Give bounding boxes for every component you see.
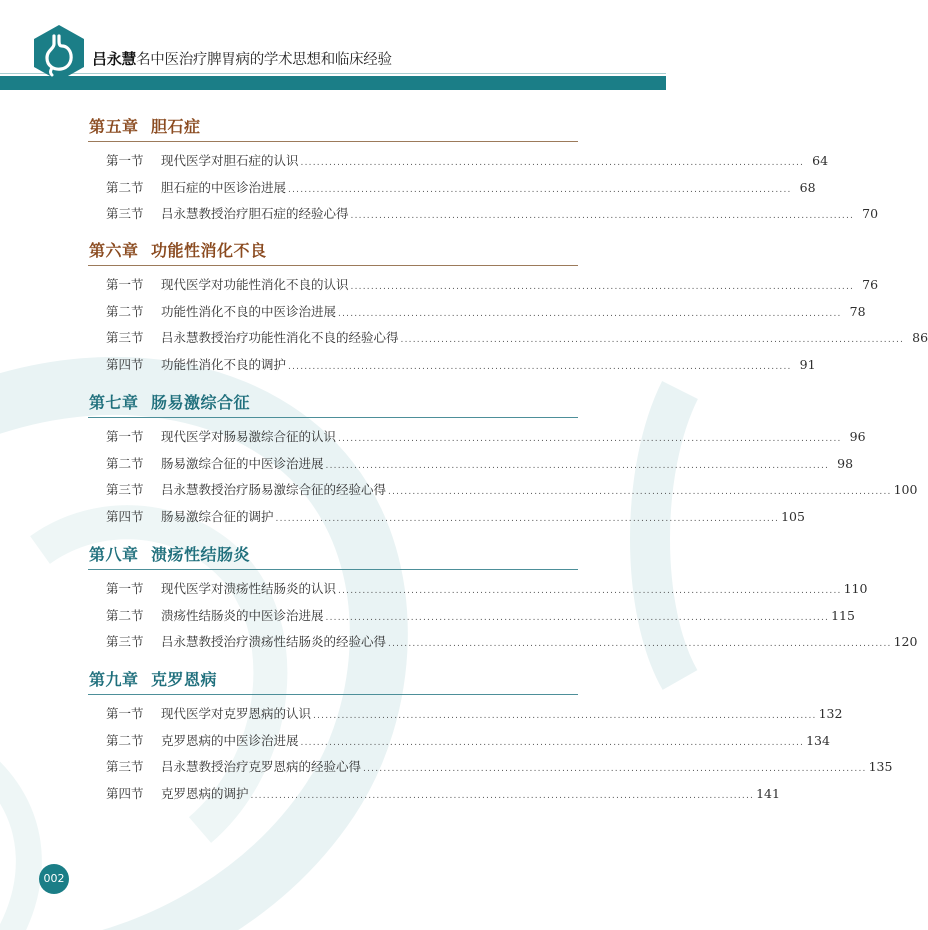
book-title: [92, 48, 392, 69]
page-number: 132: [818, 706, 843, 721]
chapter-heading: [88, 238, 578, 264]
dot-leader: ............................................................................................................................: [313, 711, 817, 721]
chapter-divider: [88, 265, 578, 266]
chapter-block: [88, 667, 893, 807]
section-title: 吕永慧教授治疗功能性消化不良的经验心得: [161, 330, 399, 345]
chapter-block: [88, 114, 879, 228]
dot-leader: ............................................................................................................................: [300, 737, 805, 748]
section-number: 第一节: [106, 581, 144, 596]
section-title: 胆石症的中医诊治进展: [161, 179, 287, 195]
dot-leader: ............................................................................................................................: [250, 790, 755, 801]
toc-entry[interactable]: [88, 728, 830, 755]
section-title: 吕永慧教授治疗克罗恩病的经验心得: [161, 759, 362, 774]
section-title: 现代医学对克罗恩病的认识: [161, 706, 312, 721]
toc-entry[interactable]: [88, 477, 918, 504]
page-number: 134: [806, 732, 830, 748]
toc-entry[interactable]: [88, 424, 866, 451]
dot-leader: ............................................................................................................................: [338, 586, 842, 596]
dot-leader: ............................................................................................................................: [338, 434, 842, 444]
dot-leader: ............................................................................................................................: [325, 460, 830, 471]
section-number: 第三节: [106, 482, 144, 497]
toc-entry[interactable]: [88, 299, 866, 326]
section-number: 第一节: [106, 153, 144, 168]
section-title: 吕永慧教授治疗溃疡性结肠炎的经验心得: [161, 634, 387, 649]
chapter-name: 克罗恩病: [151, 670, 218, 689]
page-number: 98: [837, 455, 854, 471]
toc-entry[interactable]: [88, 451, 854, 478]
dot-leader: ............................................................................................................................: [325, 612, 830, 623]
section-number: 第二节: [106, 732, 144, 748]
dot-leader: ............................................................................................................................: [350, 282, 855, 292]
chapter-divider: [88, 141, 578, 142]
chapter-number: 第六章: [89, 241, 139, 260]
toc-entry[interactable]: [88, 781, 780, 808]
dot-leader: ............................................................................................................................: [388, 487, 892, 497]
page-number: 96: [849, 429, 866, 444]
page-number: 110: [843, 581, 868, 596]
dot-leader: ............................................................................................................................: [275, 513, 780, 524]
dot-leader: ............................................................................................................................: [288, 184, 792, 195]
chapter-number: 第七章: [89, 393, 139, 412]
chapter-number: 第五章: [89, 117, 139, 136]
header-band: [0, 76, 666, 90]
page-number: 105: [781, 508, 805, 524]
toc-entry[interactable]: [88, 148, 829, 175]
chapter-number: 第九章: [89, 670, 139, 689]
page-number-badge: 002: [39, 864, 69, 894]
page-number: 64: [812, 153, 829, 168]
section-number: 第二节: [106, 179, 144, 195]
chapter-name: 溃疡性结肠炎: [151, 545, 251, 564]
section-title: 克罗恩病的调护: [161, 785, 249, 801]
chapter-name: 肠易激综合征: [151, 393, 251, 412]
section-number: 第四节: [106, 356, 144, 372]
page-number: 68: [799, 179, 816, 195]
chapter-block: [88, 542, 918, 656]
dot-leader: ............................................................................................................................: [363, 764, 867, 774]
section-title: 克罗恩病的中医诊治进展: [161, 732, 299, 748]
toc-entry[interactable]: [88, 576, 868, 603]
chapter-heading: [88, 542, 578, 568]
toc-entry[interactable]: [88, 325, 928, 352]
section-number: 第一节: [106, 429, 144, 444]
toc-entry[interactable]: [88, 504, 805, 531]
section-number: 第三节: [106, 330, 144, 345]
chapter-number: 第八章: [89, 545, 139, 564]
page-number: 78: [849, 303, 866, 319]
section-title: 肠易激综合征的中医诊治进展: [161, 455, 324, 471]
section-number: 第三节: [106, 206, 144, 221]
section-number: 第一节: [106, 706, 144, 721]
section-title: 肠易激综合征的调护: [161, 508, 274, 524]
page-number: 135: [868, 759, 893, 774]
page-number: 76: [862, 277, 879, 292]
section-title: 功能性消化不良的调护: [161, 356, 287, 372]
chapter-divider: [88, 569, 578, 570]
section-title: 现代医学对溃疡性结肠炎的认识: [161, 581, 337, 596]
section-number: 第四节: [106, 785, 144, 801]
toc-entry[interactable]: [88, 629, 918, 656]
toc-entry[interactable]: [88, 603, 855, 630]
chapter-heading: [88, 114, 578, 140]
chapter-heading: [88, 667, 578, 693]
section-title: 现代医学对功能性消化不良的认识: [161, 277, 349, 292]
toc-entry[interactable]: [88, 754, 893, 781]
chapter-heading: [88, 390, 578, 416]
section-number: 第一节: [106, 277, 144, 292]
section-number: 第二节: [106, 303, 144, 319]
section-title: 吕永慧教授治疗胆石症的经验心得: [161, 206, 349, 221]
section-title: 现代医学对胆石症的认识: [161, 153, 299, 168]
section-number: 第四节: [106, 508, 144, 524]
header-thin-line: [0, 73, 666, 74]
chapter-name: 功能性消化不良: [151, 241, 267, 260]
page-number: 86: [912, 330, 928, 345]
section-title: 功能性消化不良的中医诊治进展: [161, 303, 337, 319]
section-title: 溃疡性结肠炎的中医诊治进展: [161, 607, 324, 623]
chapter-block: [88, 238, 928, 378]
page-number: 70: [862, 206, 879, 221]
chapter-block: [88, 390, 918, 530]
toc-entry[interactable]: [88, 352, 816, 379]
chapter-divider: [88, 694, 578, 695]
toc-entry[interactable]: [88, 201, 879, 228]
book-title-rest: 名中医治疗脾胃病的学术思想和临床经验: [136, 52, 392, 68]
stomach-hexagon-logo-icon: [30, 24, 88, 82]
toc-entry[interactable]: [88, 272, 879, 299]
dot-leader: ............................................................................................................................: [388, 639, 892, 649]
dot-leader: ............................................................................................................................: [300, 158, 805, 168]
page-number: 91: [799, 356, 816, 372]
section-number: 第三节: [106, 759, 144, 774]
page-header: [0, 0, 666, 92]
section-number: 第二节: [106, 455, 144, 471]
page-number: 115: [831, 607, 855, 623]
toc-entry[interactable]: [88, 175, 816, 202]
toc-entry[interactable]: [88, 701, 843, 728]
page-number: 100: [893, 482, 918, 497]
chapter-divider: [88, 417, 578, 418]
section-title: 吕永慧教授治疗肠易激综合征的经验心得: [161, 482, 387, 497]
page-number: 141: [756, 785, 780, 801]
section-number: 第三节: [106, 634, 144, 649]
dot-leader: ............................................................................................................................: [338, 308, 842, 319]
dot-leader: ............................................................................................................................: [288, 361, 792, 372]
page-number: 120: [893, 634, 918, 649]
section-number: 第二节: [106, 607, 144, 623]
section-title: 现代医学对肠易激综合征的认识: [161, 429, 337, 444]
dot-leader: ............................................................................................................................: [400, 335, 905, 345]
chapter-name: 胆石症: [151, 117, 201, 136]
dot-leader: ............................................................................................................................: [350, 211, 855, 221]
book-title-author: 吕永慧: [92, 50, 137, 68]
